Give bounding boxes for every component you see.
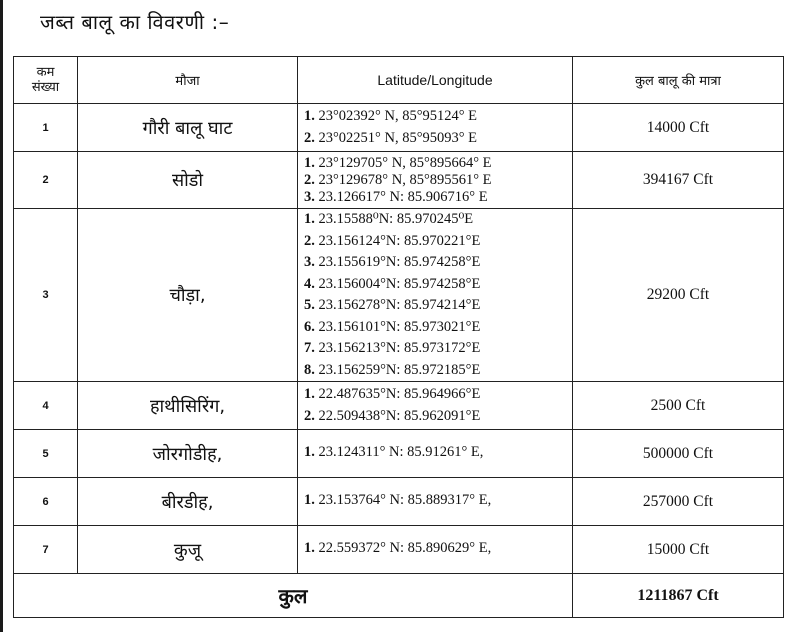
coordinates-cell bbox=[298, 478, 573, 526]
coordinate-line bbox=[304, 360, 572, 382]
coordinate-index: 5. bbox=[304, 297, 315, 313]
coordinates-cell bbox=[298, 209, 573, 382]
mauja-name: सोडो bbox=[78, 152, 298, 209]
coordinate-value: 23.126617° N: 85.906716° E bbox=[314, 188, 488, 205]
coordinate-value: 23.156259°N: 85.972185°E bbox=[314, 361, 481, 378]
mauja-name: जोरगोडीह, bbox=[78, 430, 298, 478]
table-row bbox=[14, 152, 784, 209]
header-serial-line1: कम bbox=[36, 65, 55, 80]
serial-number: 6 bbox=[14, 478, 78, 526]
table-row bbox=[14, 104, 784, 152]
coordinate-value: 23°02251° N, 85°95093° E bbox=[314, 129, 478, 146]
mauja-name: चौड़ा, bbox=[78, 209, 298, 382]
coordinate-line bbox=[304, 442, 572, 464]
sand-quantity: 14000 Cft bbox=[573, 104, 784, 152]
coordinate-line bbox=[304, 189, 572, 206]
coordinate-value: 23.156101°N: 85.973021°E bbox=[314, 318, 481, 335]
coordinate-value: 23.156278°N: 85.974214°E bbox=[314, 297, 481, 313]
coordinate-index: 1. bbox=[304, 444, 315, 460]
header-latlong: Latitude/Longitude bbox=[298, 57, 573, 104]
mauja-name: हाथीसिरिंग, bbox=[78, 382, 298, 430]
sand-quantity: 2500 Cft bbox=[573, 382, 784, 430]
coordinate-index: 4. bbox=[304, 275, 315, 292]
coordinate-line bbox=[304, 317, 572, 339]
coordinate-value: 23°129705° N, 85°895664° E bbox=[314, 154, 492, 171]
coordinate-value: 23.155619°N: 85.974258°E bbox=[314, 254, 481, 270]
coordinate-line bbox=[304, 128, 572, 150]
coordinates-cell bbox=[298, 152, 573, 209]
page-heading: जब्त बालू का विवरणी :– bbox=[40, 10, 230, 34]
scan-edge-bar bbox=[0, 0, 3, 632]
coordinate-value: 23°02392° N, 85°95124° E bbox=[314, 108, 478, 124]
sand-quantity: 257000 Cft bbox=[573, 478, 784, 526]
coordinate-index: 1. bbox=[304, 492, 315, 508]
table-row bbox=[14, 478, 784, 526]
header-serial-line2: संख्या bbox=[31, 80, 60, 95]
coordinate-index: 8. bbox=[304, 361, 315, 378]
table-row bbox=[14, 430, 784, 478]
serial-number: 2 bbox=[14, 152, 78, 209]
seized-sand-table bbox=[13, 56, 784, 618]
coordinate-line bbox=[304, 155, 572, 172]
coordinate-index: 1. bbox=[304, 108, 315, 124]
table-row bbox=[14, 526, 784, 574]
coordinate-index: 3. bbox=[304, 254, 315, 270]
coordinate-value: 23°129678° N, 85°895561° E bbox=[314, 171, 492, 188]
coordinate-line bbox=[304, 209, 572, 231]
coordinate-index: 2. bbox=[304, 232, 315, 249]
coordinate-index: 6. bbox=[304, 318, 315, 335]
coordinates-cell bbox=[298, 382, 573, 430]
sand-quantity: 500000 Cft bbox=[573, 430, 784, 478]
coordinate-line bbox=[304, 295, 572, 317]
serial-number: 3 bbox=[14, 209, 78, 382]
coordinate-value: 22.509438°N: 85.962091°E bbox=[314, 407, 481, 424]
coordinate-line bbox=[304, 252, 572, 274]
coordinate-value: 22.487635°N: 85.964966°E bbox=[314, 386, 481, 402]
mauja-name: कुजू bbox=[78, 526, 298, 574]
coordinate-line bbox=[304, 490, 572, 512]
coordinate-index: 1. bbox=[304, 154, 315, 171]
coordinate-value: 23.156124°N: 85.970221°E bbox=[314, 232, 481, 249]
coordinate-value: 23.15588⁰N: 85.970245⁰E bbox=[314, 211, 474, 227]
coordinate-index: 1. bbox=[304, 540, 315, 556]
coordinate-value: 22.559372° N: 85.890629° E, bbox=[314, 540, 492, 556]
total-label: कुल bbox=[14, 574, 573, 618]
coordinate-line bbox=[304, 231, 572, 253]
coordinate-line bbox=[304, 172, 572, 189]
coordinate-index: 1. bbox=[304, 211, 315, 227]
header-row bbox=[14, 57, 784, 104]
sand-quantity: 15000 Cft bbox=[573, 526, 784, 574]
serial-number: 4 bbox=[14, 382, 78, 430]
sand-quantity: 29200 Cft bbox=[573, 209, 784, 382]
coordinate-value: 23.156004°N: 85.974258°E bbox=[314, 275, 481, 292]
mauja-name: गौरी बालू घाट bbox=[78, 104, 298, 152]
coordinate-line bbox=[304, 384, 572, 406]
table-row bbox=[14, 209, 784, 382]
coordinates-cell bbox=[298, 430, 573, 478]
coordinate-index: 3. bbox=[304, 188, 315, 205]
coordinate-index: 2. bbox=[304, 171, 315, 188]
serial-number: 7 bbox=[14, 526, 78, 574]
coordinate-index: 1. bbox=[304, 386, 315, 402]
header-mauja: मौजा bbox=[78, 57, 298, 104]
coordinate-line bbox=[304, 106, 572, 128]
serial-number: 1 bbox=[14, 104, 78, 152]
serial-number: 5 bbox=[14, 430, 78, 478]
coordinate-index: 7. bbox=[304, 340, 315, 356]
coordinates-cell bbox=[298, 526, 573, 574]
table-row bbox=[14, 382, 784, 430]
coordinate-line bbox=[304, 338, 572, 360]
coordinate-line bbox=[304, 274, 572, 296]
coordinate-index: 2. bbox=[304, 407, 315, 424]
mauja-name: बीरडीह, bbox=[78, 478, 298, 526]
coordinate-value: 23.156213°N: 85.973172°E bbox=[314, 340, 481, 356]
coordinate-value: 23.124311° N: 85.91261° E, bbox=[314, 444, 484, 460]
total-value: 1211867 Cft bbox=[573, 574, 784, 618]
header-serial bbox=[14, 57, 78, 104]
sand-quantity: 394167 Cft bbox=[573, 152, 784, 209]
coordinate-line bbox=[304, 406, 572, 428]
coordinate-line bbox=[304, 538, 572, 560]
total-row bbox=[14, 574, 784, 618]
coordinate-index: 2. bbox=[304, 129, 315, 146]
coordinate-value: 23.153764° N: 85.889317° E, bbox=[314, 492, 492, 508]
coordinates-cell bbox=[298, 104, 573, 152]
header-quantity: कुल बालू की मात्रा bbox=[573, 57, 784, 104]
